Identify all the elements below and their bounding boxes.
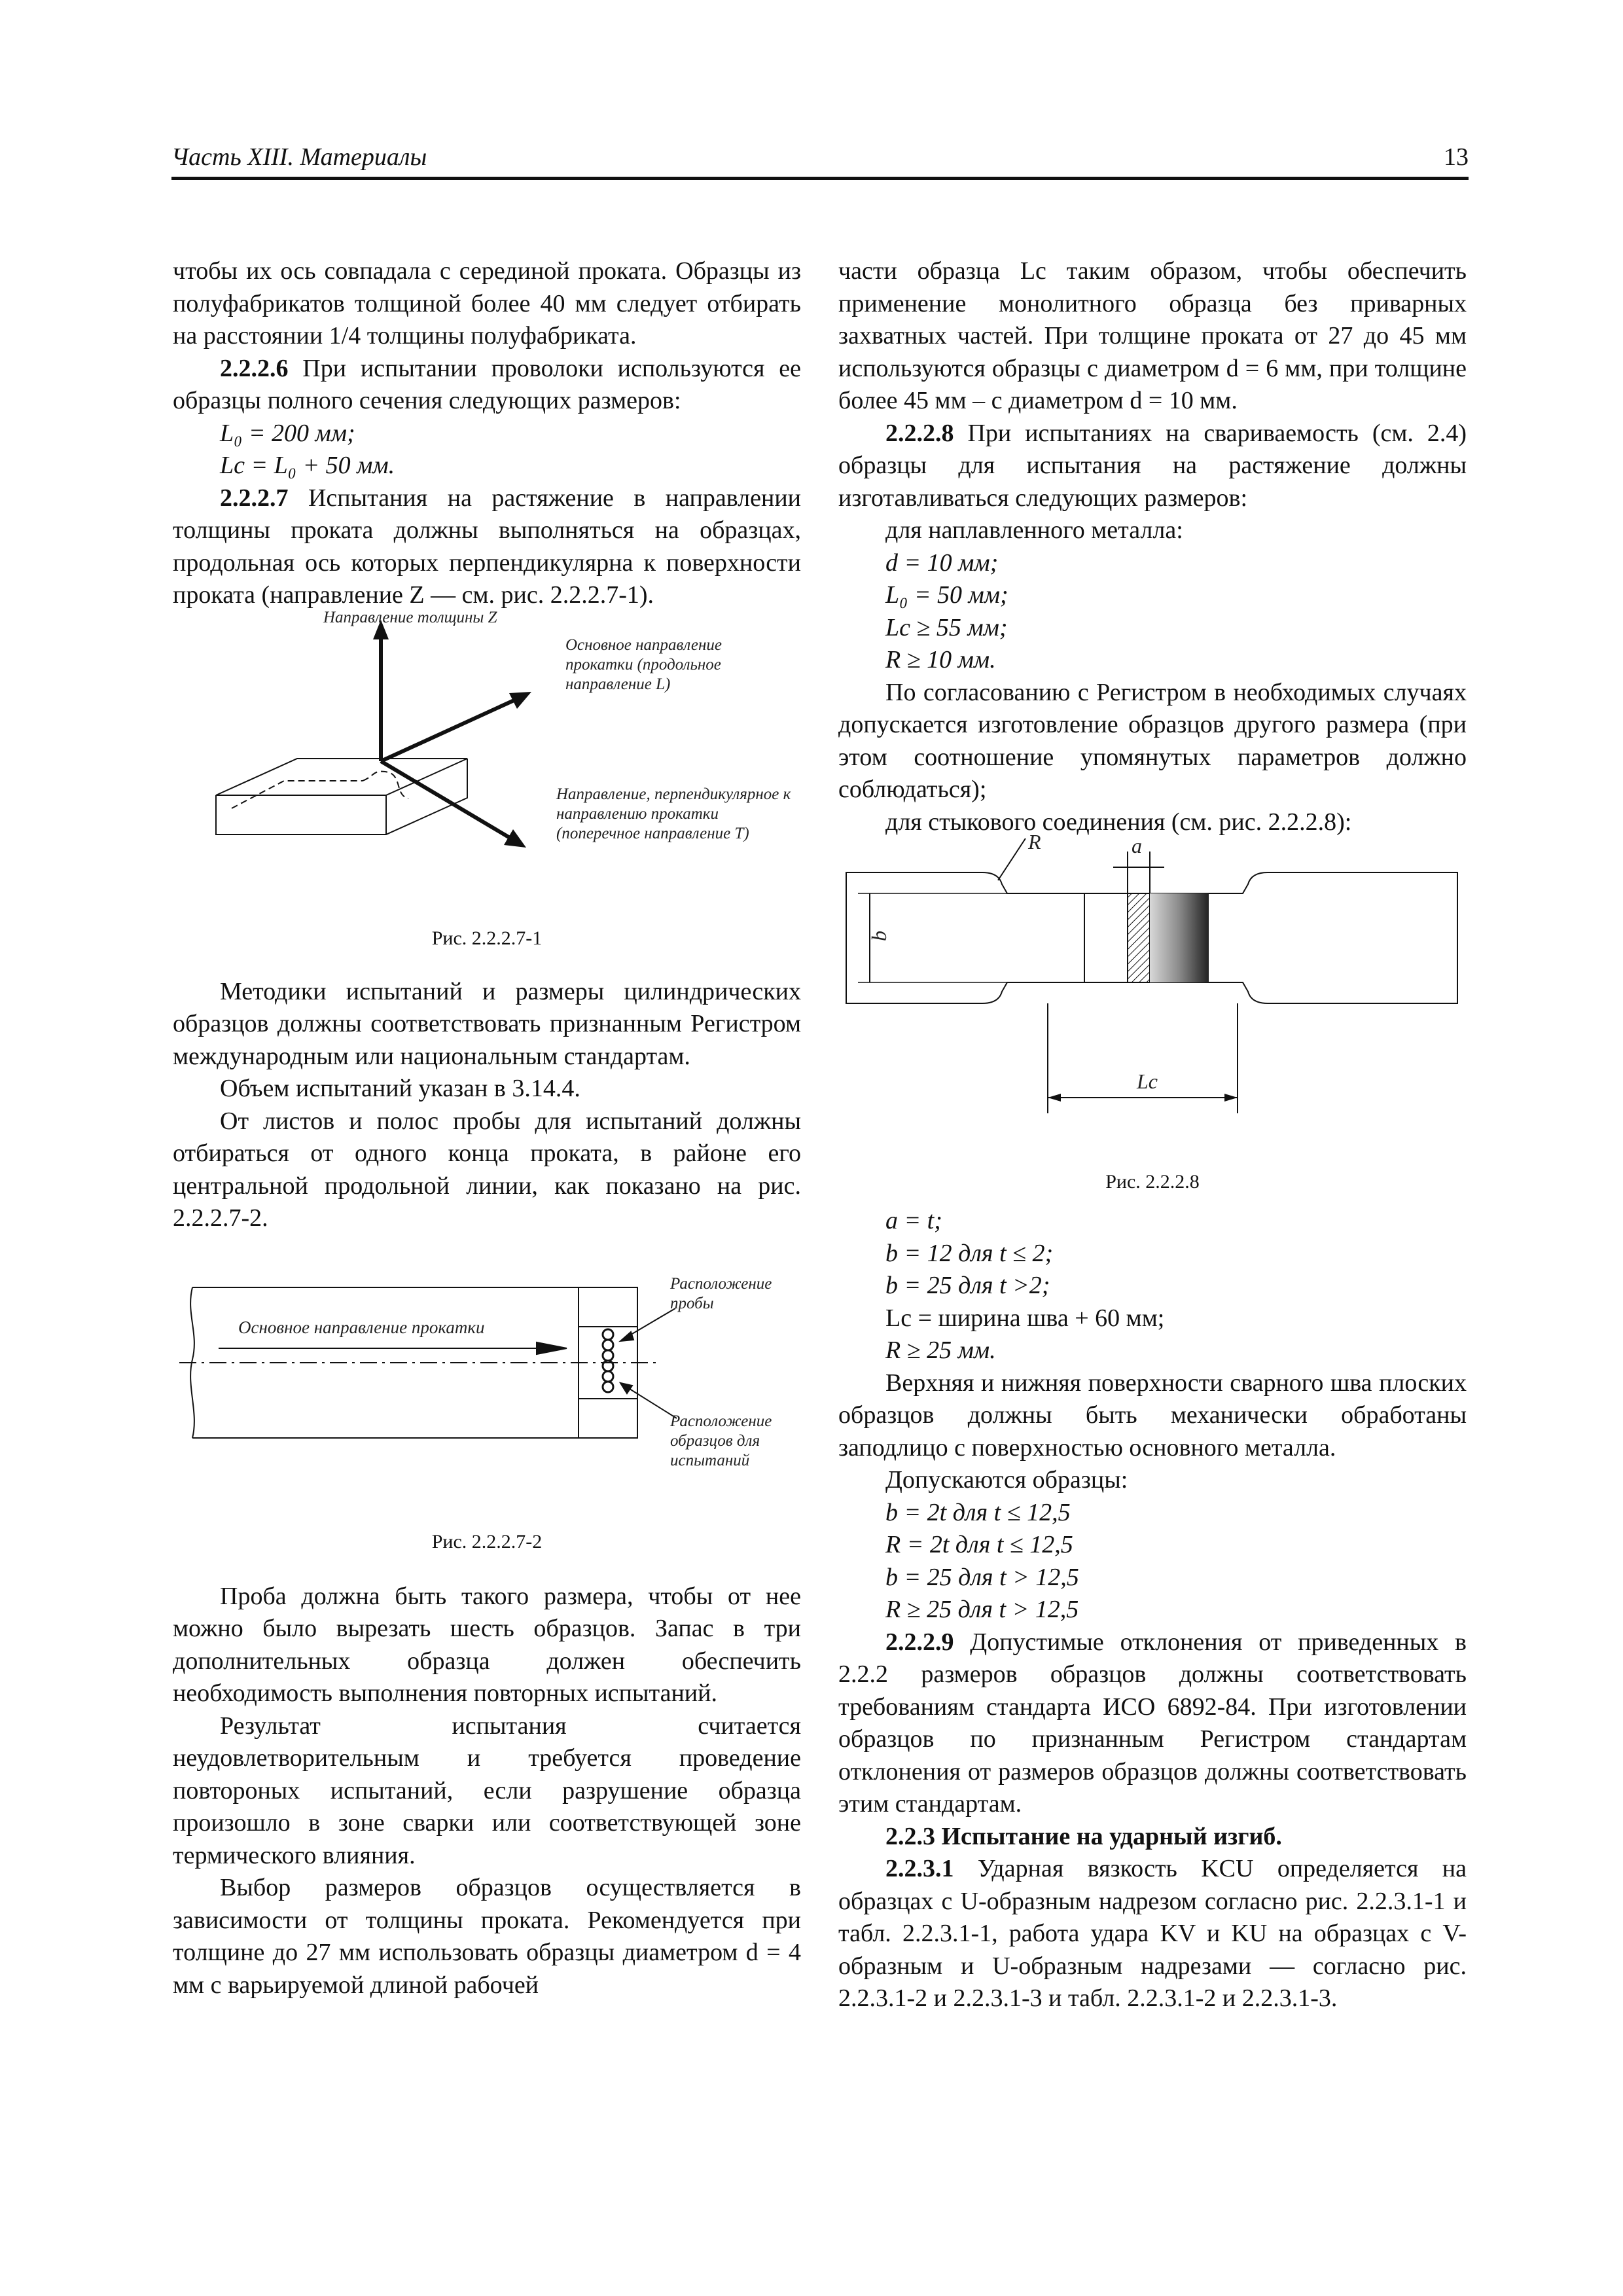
paragraph-2-2-3-1: [838, 1853, 1467, 2015]
radius-leader: [998, 838, 1026, 880]
paragraph: части образца Lc таким образом, чтобы обеспечить применение монолитного образца без приварных захватных частей. При толщине проката от 27 до 45 мм используются образцы с диаметром d = 6 мм, при толщине более 45 мм – с диаметром d = 10 мм.: [838, 257, 1467, 414]
formula-lc: Lc = L₀ + 50 мм.: [220, 452, 395, 479]
label-b: b: [867, 931, 891, 941]
paragraph-2-2-2-7: [173, 482, 801, 612]
dim-lc-arrow-right: [1224, 1094, 1238, 1102]
formula: R ≥ 25 для t > 12,5: [885, 1596, 1079, 1623]
paragraph: Методики испытаний и размеры цилиндрических образцов должны соответствовать признанным Регистром международным или национальным стандартам.: [173, 977, 801, 1070]
formula-r: R ≥ 10 мм.: [885, 646, 996, 673]
heat-affected-zone: [1150, 893, 1209, 982]
probe-leader-head: [620, 1332, 633, 1341]
paragraph: От листов и полос пробы для испытаний должны отбираться от одного конца проката, в районе его центральной продольной линии, как показано на рис. 2.2.2.7-2.: [173, 1107, 801, 1232]
label-transverse-direction: Направление, перпендикулярное к направлению прокатки (поперечное направление T): [556, 785, 791, 842]
label-thickness-direction: Направление толщины Z: [323, 608, 497, 626]
formula: b = 25 для t >2;: [885, 1272, 1050, 1299]
list-line: для стыкового соединения (см. рис. 2.2.2.8):: [885, 808, 1352, 836]
formula-l0: L₀ = 50 мм;: [885, 581, 1008, 609]
running-head: [171, 143, 1469, 178]
paragraph: Результат испытания считается неудовлетворительным и требуется проведение повтороных испытаний, если разрушение образца произошло в зоне сварки или соответствующей зоне термического влияния.: [173, 1712, 801, 1869]
paragraph-2-2-2-9: [838, 1626, 1467, 1821]
weld-seam: [1128, 893, 1150, 982]
clause-text: Допустимые отклонения от приведенных в 2.2.2 размеров образцов должны соответствовать требованиям стандарта ИСО 6892-84. При изготовлении образцов по признанным Регистром стандартам отклонения от размеров образцов должны соответствовать этим стандартам.: [838, 1628, 1467, 1818]
list-line: для наплавленного металла:: [885, 516, 1183, 544]
figure-2-2-2-7-1: [173, 608, 801, 952]
arrow-l: [381, 698, 518, 761]
clause-number: 2.2.2.9: [885, 1628, 954, 1656]
section-heading: 2.2.3 Испытание на ударный изгиб.: [885, 1822, 1282, 1850]
figure-caption: Рис. 2.2.2.7-2: [431, 1530, 543, 1552]
formula-l0: L₀ = 200 мм;: [220, 419, 355, 447]
formula: b = 12 для t ≤ 2;: [885, 1239, 1054, 1267]
rolling-direction-arrow-head: [537, 1342, 567, 1354]
label-rolling-direction: Основное направление прокатки (продольное направление L): [565, 636, 722, 693]
clause-number: 2.2.3.1: [885, 1855, 954, 1882]
clause-number: 2.2.2.6: [220, 354, 289, 382]
paragraph: Верхняя и нижняя поверхности сварного шва плоских образцов должны быть механически обработаны заподлицо с поверхностью основного металла.: [838, 1369, 1467, 1462]
dim-lc-arrow-left: [1048, 1094, 1061, 1102]
paragraph: чтобы их ось совпадала с серединой проката. Образцы из полуфабрикатов толщиной более 40 мм следует отбирать на расстоянии 1/4 толщины полуфабриката.: [173, 257, 801, 350]
clause-number: 2.2.2.8: [885, 419, 954, 447]
clause-text: Ударная вязкость KCU определяется на образцах с U-образным надрезом согласно рис. 2.2.3.1-1 и табл. 2.2.3.1-1, работа удара KV и KU на образцах с V-образным и U-образным надрезами — согласно рис. 2.2.3.1-2 и 2.2.3.1-3 и табл. 2.2.3.1-2 и 2.2.3.1-3.: [838, 1855, 1467, 2012]
clause-text: Испытания на растяжение в направлении толщины проката должны выполняться на образцах, продольная ось которых перпендикулярна к поверхности проката (направление Z — см. рис. 2.2.2.7-1).: [173, 484, 801, 609]
part-title: Часть XIII. Материалы: [171, 143, 427, 171]
sample-circles: [603, 1329, 613, 1392]
samples-leader: [624, 1386, 677, 1418]
clause-number: 2.2.2.7: [220, 484, 289, 512]
label-a: a: [1132, 834, 1142, 857]
list-line: Допускаются образцы:: [885, 1466, 1128, 1494]
paragraph: Выбор размеров образцов осуществляется в зависимости от толщины проката. Рекомендуется при толщине до 27 мм использовать образцы диаметром d = 4 мм с варьируемой длиной рабочей: [173, 1874, 801, 1999]
right-column: [838, 255, 1467, 2015]
paragraph: Проба должна быть такого размера, чтобы от нее можно было вырезать шесть образцов. Запас в три дополнительных образца должен обеспечить необходимость выполнения повторных испытаний.: [173, 1582, 801, 1707]
header-rule: [171, 177, 1469, 180]
formula: a = t;: [885, 1207, 942, 1234]
samples-leader-head: [620, 1383, 632, 1393]
label-probe-location: Расположение пробы: [670, 1274, 772, 1312]
clause-text: При испытании проволоки используются ее образцы полного сечения следующих размеров:: [173, 354, 801, 414]
figure-2-2-2-7-2: [173, 1261, 801, 1552]
label-main-rolling-direction: Основное направление прокатки: [238, 1317, 485, 1337]
paragraph: Объем испытаний указан в 3.14.4.: [220, 1075, 580, 1102]
label-lc: Lc: [1137, 1069, 1158, 1093]
label-sample-location: Расположение образцов для испытаний: [670, 1412, 772, 1469]
formula: R ≥ 25 мм.: [885, 1336, 996, 1364]
page-number: 13: [1444, 143, 1469, 171]
formula: R = 2t для t ≤ 12,5: [885, 1531, 1073, 1558]
figure-caption: Рис. 2.2.2.8: [1105, 1171, 1200, 1193]
label-r: R: [1028, 830, 1041, 853]
figure-caption: Рис. 2.2.2.7-1: [431, 927, 543, 949]
formula-d: d = 10 мм;: [885, 548, 999, 577]
left-column: [173, 255, 801, 2001]
clause-text: При испытаниях на свариваемость (см. 2.4) образцы для испытания на растяжение должны изготавливаться следующих размеров:: [838, 419, 1467, 512]
formula: b = 25 для t > 12,5: [885, 1563, 1079, 1591]
paragraph: По согласованию с Регистром в необходимых случаях допускается изготовление образцов другого размера (при этом соотношение упомянутых параметров должно соблюдаться);: [838, 678, 1467, 803]
butt-weld-specimen-diagram: [838, 834, 1467, 1153]
formula: Lc = ширина шва + 60 мм;: [885, 1304, 1165, 1332]
figure-2-2-2-8: [838, 830, 1467, 1205]
paragraph-2-2-2-8: [838, 418, 1467, 515]
paragraph-2-2-2-6: [173, 353, 801, 418]
formula-lc: Lc ≥ 55 мм;: [885, 613, 1008, 641]
formula: b = 2t для t ≤ 12,5: [885, 1498, 1071, 1526]
